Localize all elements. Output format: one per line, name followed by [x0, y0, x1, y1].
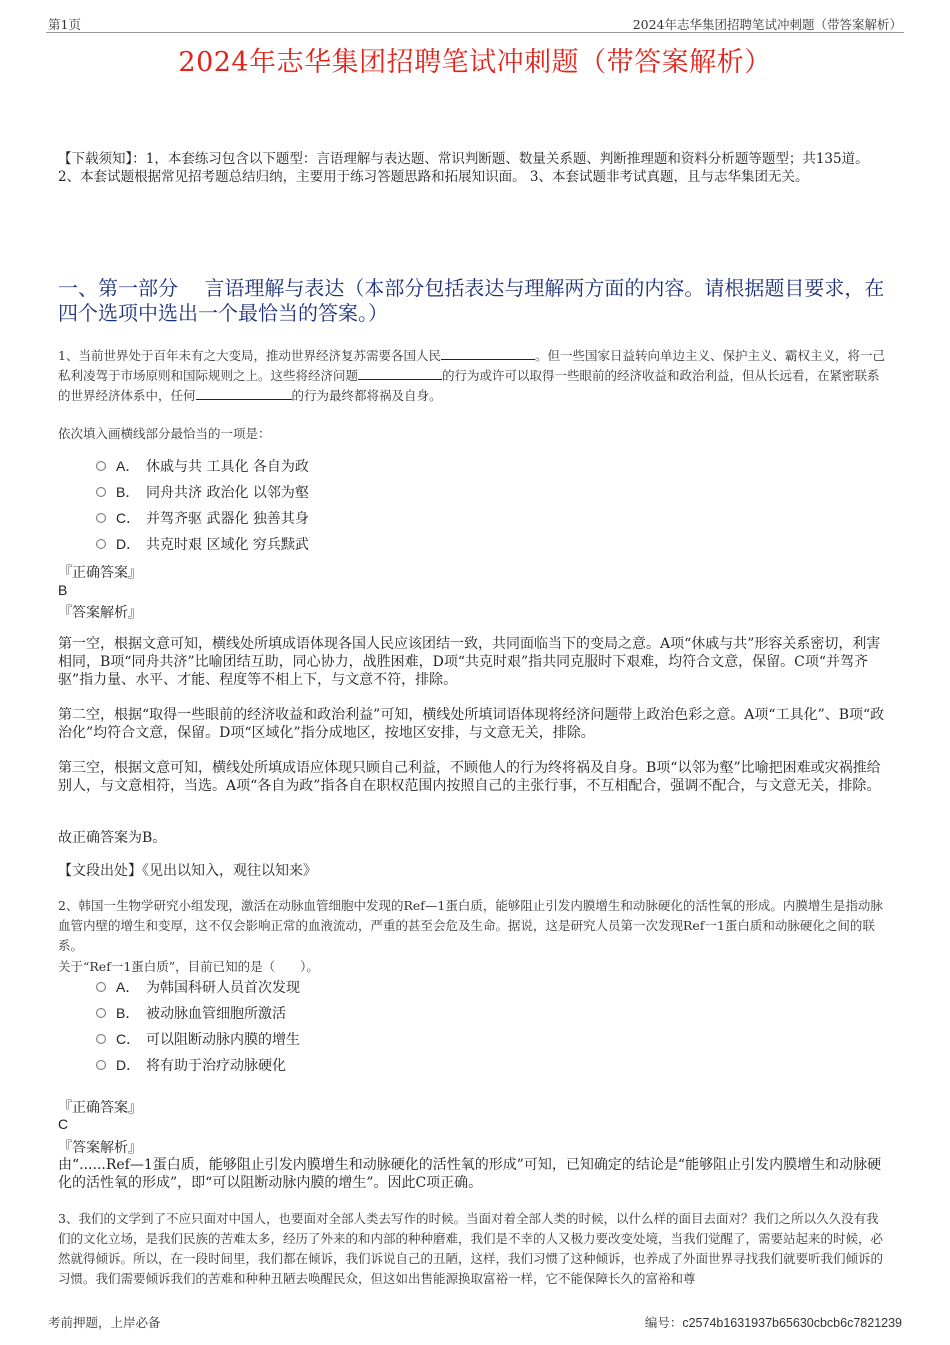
q2-option-b[interactable]: B． 被动脉血管细胞所激活: [96, 1003, 286, 1023]
q2-answer-label: 『正确答案』: [58, 1100, 142, 1116]
q1-option-a[interactable]: A． 休戚与共 工具化 各自为政: [96, 456, 309, 476]
q2-option-d[interactable]: D． 将有助于治疗动脉硬化: [96, 1055, 286, 1075]
q2-answer: C: [58, 1116, 69, 1132]
question-1-text: 1、当前世界处于百年未有之大变局，推动世界经济复苏需要各国人民 。但一些国家日益转向单边主义、保护主义、霸权主义，将一己私利凌驾于市场原则和国际规则之上。这些将经济问题 的行为或许可以取得一些眼前的经济收益和政治利益，但从长远看，在紧密联系的世界经济体系中，任何 的行为最终都将祸及自身。: [58, 348, 885, 403]
footer-slogan: 考前押题，上岸必备: [48, 1315, 161, 1330]
radio-icon[interactable]: [96, 1034, 106, 1044]
radio-icon[interactable]: [96, 1060, 106, 1070]
blank-2: [358, 366, 442, 380]
radio-icon[interactable]: [96, 1008, 106, 1018]
download-notice: 【下载须知】：1，本套练习包含以下题型：言语理解与表达题、常识判断题、数量关系题、判断推理题和资料分析题等题型；共135道。 2、本套试题根据常见招考题总结归纳，主要用于练习答题思路和拓展知识面。 3、本套试题非考试真题，且与志华集团无关。: [58, 151, 869, 185]
q1-analysis-1: 第一空，根据文意可知，横线处所填成语体现各国人民应该团结一致，共同面临当下的变局之意。A项“休戚与共”形容关系密切，利害相同，B项“同舟共济”比喻团结互助，同心协力，战胜困难，D项“共克时艰”指共同克服时下艰难，均符合文意，保留。C项“并驾齐驱”指力量、水平、才能、程度等不相上下，与文意不符，排除。: [58, 636, 881, 688]
footer-code: 编号：c2574b1631937b65630cbcb6c7821239: [644, 1315, 902, 1330]
q2-option-c[interactable]: C． 可以阻断动脉内膜的增生: [96, 1029, 300, 1049]
radio-icon[interactable]: [96, 461, 106, 471]
q2-analysis: 由“......Ref—1蛋白质，能够阻止引发内膜增生和动脉硬化的活性氧的形成”可知，已知确定的结论是“能够阻止引发内膜增生和动脉硬化的活性氧的形成”，即“可以阻断动脉内膜的增生”。因此C项正确。: [58, 1157, 882, 1191]
q1-option-c[interactable]: C． 并驾齐驱 武器化 独善其身: [96, 508, 309, 528]
q1-answer-label: 『正确答案』: [58, 565, 142, 581]
q1-analysis-2: 第二空，根据“取得一些眼前的经济收益和政治利益”可知，横线处所填词语体现将经济问题带上政治色彩之意。A项“工具化”、B项“政治化”均符合文意，保留。D项“区域化”指分成地区，按地区安排，与文意无关，排除。: [58, 707, 885, 741]
question-3-text: 3、我们的文学到了不应只面对中国人，也要面对全部人类去写作的时候。当面对着全部人类的时候，以什么样的面目去面对？我们之所以久久没有我们的文化立场，是我们民族的苦难太多，经历了外来的和内部的种种磨难，我们是不幸的人又极力要改变处境，当我们觉醒了，需要站起来的时候，必然就得倾诉。所以，在一段时间里，我们都在倾诉，我们诉说自己的丑陋，这样，我们习惯了这种倾诉，也养成了外面世界寻找我们就要听我们倾诉的习惯。我们需要倾诉我们的苦难和种种丑陋去唤醒民众，但这如出售能源换取富裕一样，它不能保障长久的富裕和尊: [58, 1211, 884, 1286]
q1-answer: B: [58, 582, 68, 598]
q2-analysis-label: 『答案解析』: [58, 1140, 142, 1156]
blank-1: [441, 346, 535, 360]
blank-3: [196, 386, 292, 400]
radio-icon[interactable]: [96, 513, 106, 523]
q2-option-a[interactable]: A． 为韩国科研人员首次发现: [96, 977, 300, 997]
page-header: [46, 14, 904, 33]
q1-source: 【文段出处】《见出以知入，观往以知来》: [58, 863, 317, 879]
q1-option-b[interactable]: B． 同舟共济 政治化 以邻为壑: [96, 482, 309, 502]
radio-icon[interactable]: [96, 982, 106, 992]
section-title: 一、第一部分 言语理解与表达（本部分包括表达与理解两方面的内容。请根据题目要求，在四个选项中选出一个最恰当的答案。）: [58, 276, 885, 325]
q1-option-d[interactable]: D． 共克时艰 区域化 穷兵黩武: [96, 534, 309, 554]
question-1-prompt: 依次填入画横线部分最恰当的一项是：: [58, 426, 271, 441]
radio-icon[interactable]: [96, 487, 106, 497]
q1-analysis-label: 『答案解析』: [58, 605, 142, 621]
question-2-text: 2、韩国一生物学研究小组发现，激活在动脉血管细胞中发现的Ref—1蛋白质，能够阻止引发内膜增生和动脉硬化的活性氧的形成。内膜增生是指动脉血管内壁的增生和变厚，这不仅会影响正常的血液流动，严重的甚至会危及生命。据说，这是研究人员第一次发现Ref一1蛋白质和动脉硬化之间的联系。: [58, 898, 883, 953]
header-doc-title: 2024年志华集团招聘笔试冲刺题（带答案解析）: [632, 17, 902, 32]
page-number: 第1页: [48, 17, 81, 32]
q1-analysis-4: 故正确答案为B。: [58, 830, 167, 846]
radio-icon[interactable]: [96, 539, 106, 549]
q1-analysis-3: 第三空，根据文意可知，横线处所填成语应体现只顾自己利益，不顾他人的行为终将祸及自身。B项“以邻为壑”比喻把困难或灾祸推给别人，与文意相符，当选。A项“各自为政”指各自在职权范围内按照自己的主张行事，不互相配合，强调不配合，与文意无关，排除。: [58, 760, 881, 794]
page-title: 2024年志华集团招聘笔试冲刺题（带答案解析）: [178, 47, 772, 78]
question-2-prompt: 关于“Ref一1蛋白质”，目前已知的是（ ）。: [58, 959, 319, 974]
